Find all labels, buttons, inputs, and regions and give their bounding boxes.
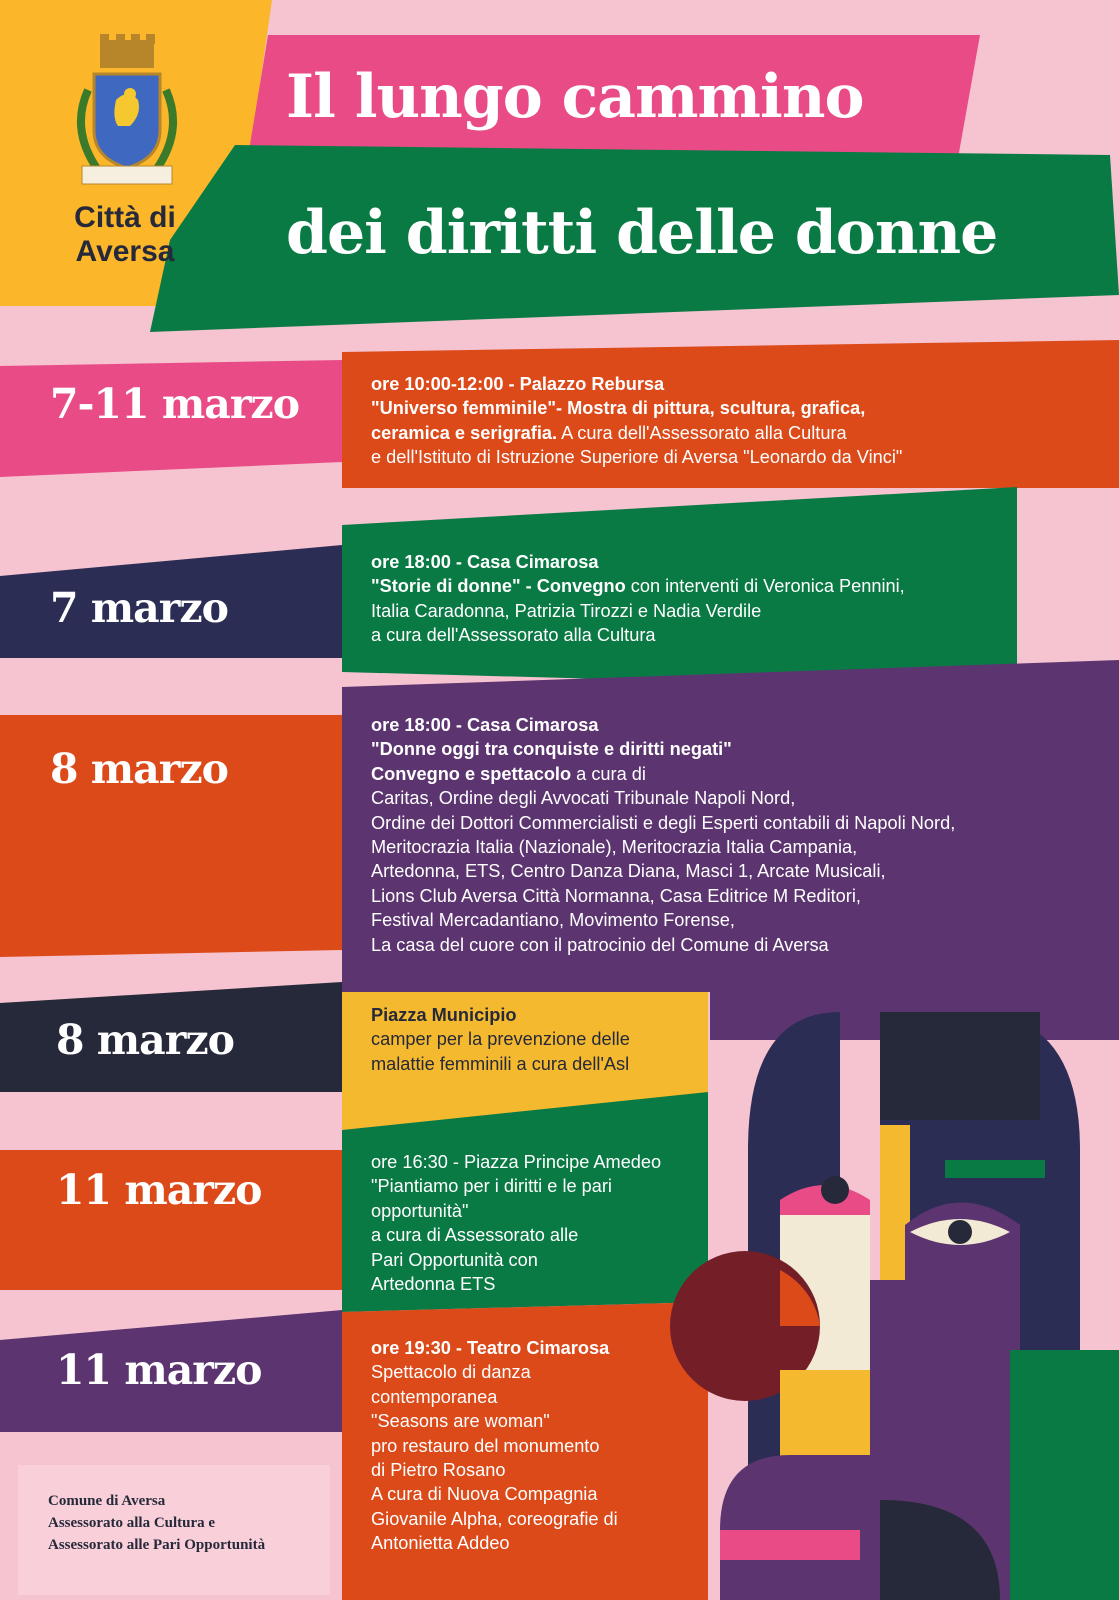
event-6-desc-8: Antonietta Addeo: [371, 1533, 510, 1554]
event-1-title-cont: ceramica e serigrafia.: [371, 422, 558, 443]
event-5-title-2: opportunità": [371, 1200, 469, 1221]
event-3-time-place: ore 18:00 - Casa Cimarosa: [371, 715, 599, 735]
footer-line1: Comune di Aversa: [48, 1493, 166, 1509]
logo-text-line2: Aversa: [75, 235, 175, 268]
date-label-1: 7-11 marzo: [50, 380, 300, 428]
event-3-org-6: Festival Mercadantiano, Movimento Forense,: [371, 910, 735, 931]
event-6-desc-3: "Seasons are woman": [371, 1411, 550, 1432]
date-label-3: 8 marzo: [50, 745, 228, 793]
event-1-organizer: A cura dell'Assessorato alla Cultura: [557, 422, 847, 443]
event-5-organizer-1: a cura di Assessorato alle: [371, 1225, 579, 1246]
event-3-org-7: La casa del cuore con il patrocinio del Comune di Aversa: [371, 934, 829, 955]
date-label-5: 11 marzo: [56, 1166, 262, 1214]
event-6-desc-7: Giovanile Alpha, coreografie di: [371, 1508, 618, 1529]
event-6-desc-1: Spettacolo di danza: [371, 1362, 531, 1383]
event-2-line2: [371, 574, 905, 598]
event-2-text: [371, 550, 905, 648]
event-6-desc-4: pro restauro del monumento: [371, 1435, 600, 1456]
event-4-place: Piazza Municipio: [371, 1005, 517, 1025]
city-crest-icon: [58, 30, 196, 190]
event-2-speakers-cont: Italia Caradonna, Patrizia Tirozzi e Nadia Verdile: [371, 600, 762, 621]
event-1-text: [371, 372, 902, 470]
event-3-org-5: Lions Club Aversa Città Normanna, Casa Editrice M Reditori,: [371, 885, 861, 906]
event-3-title: "Donne oggi tra conquiste e diritti negati": [371, 739, 732, 760]
title-line2: dei diritti delle donne: [286, 198, 998, 268]
event-2-speakers: con interventi di Veronica Pennini,: [625, 576, 905, 597]
event-5-time-place: ore 16:30 - Piazza Principe Amedeo: [371, 1152, 662, 1172]
date-label-2: 7 marzo: [50, 584, 228, 632]
event-6-desc-6: A cura di Nuova Compagnia: [371, 1484, 598, 1505]
event-3-org-2: Ordine dei Dottori Commercialisti e degli Esperti contabili di Napoli Nord,: [371, 812, 956, 833]
event-1-title: "Universo femminile"- Mostra di pittura, scultura, grafica,: [371, 398, 866, 419]
event-3-org-1: Caritas, Ordine degli Avvocati Tribunale Napoli Nord,: [371, 788, 796, 809]
event-1-line3: [371, 421, 902, 445]
event-4-desc-2: malattie femminili a cura dell'Asl: [371, 1053, 630, 1074]
event-5-title-1: "Piantiamo per i diritti e le pari: [371, 1176, 612, 1197]
event-3-org-4: Artedonna, ETS, Centro Danza Diana, Masci 1, Arcate Musicali,: [371, 861, 886, 882]
title-line1: Il lungo cammino: [286, 62, 864, 132]
event-3-by: a cura di: [571, 763, 646, 784]
event-6-time-place: ore 19:30 - Teatro Cimarosa: [371, 1338, 610, 1358]
event-6-desc-2: contemporanea: [371, 1386, 498, 1407]
event-2-organizer: a cura dell'Assessorato alla Cultura: [371, 625, 656, 646]
event-1-organizer-cont: e dell'Istituto di Istruzione Superiore di Aversa "Leonardo da Vinci": [371, 447, 903, 468]
event-2-time-place: ore 18:00 - Casa Cimarosa: [371, 552, 599, 572]
event-3-line3: [371, 762, 955, 786]
date-label-6: 11 marzo: [56, 1346, 262, 1394]
event-6-desc-5: di Pietro Rosano: [371, 1460, 506, 1481]
event-3-type: Convegno e spettacolo: [371, 763, 572, 784]
logo-text-line1: Città di: [74, 201, 176, 234]
event-4-text: [371, 1003, 630, 1076]
footer-line2: Assessorato alla Cultura e: [48, 1515, 216, 1531]
footer-credits: [48, 1490, 265, 1556]
event-3-text: [371, 713, 955, 957]
event-5-organizer-2: Pari Opportunità con: [371, 1249, 538, 1270]
woman-face-illustration: [670, 1012, 1119, 1600]
event-5-organizer-3: Artedonna ETS: [371, 1274, 496, 1295]
event-5-text: [371, 1150, 661, 1296]
footer-line3: Assessorato alle Pari Opportunità: [48, 1537, 266, 1553]
event-4-desc-1: camper per la prevenzione delle: [371, 1029, 630, 1050]
event-1-time-place: ore 10:00-12:00 - Palazzo Rebursa: [371, 374, 665, 394]
date-label-4: 8 marzo: [56, 1016, 234, 1064]
event-2-title: "Storie di donne" - Convegno: [371, 576, 626, 597]
event-3-org-3: Meritocrazia Italia (Nazionale), Meritocrazia Italia Campania,: [371, 837, 858, 858]
event-6-text: [371, 1336, 618, 1556]
